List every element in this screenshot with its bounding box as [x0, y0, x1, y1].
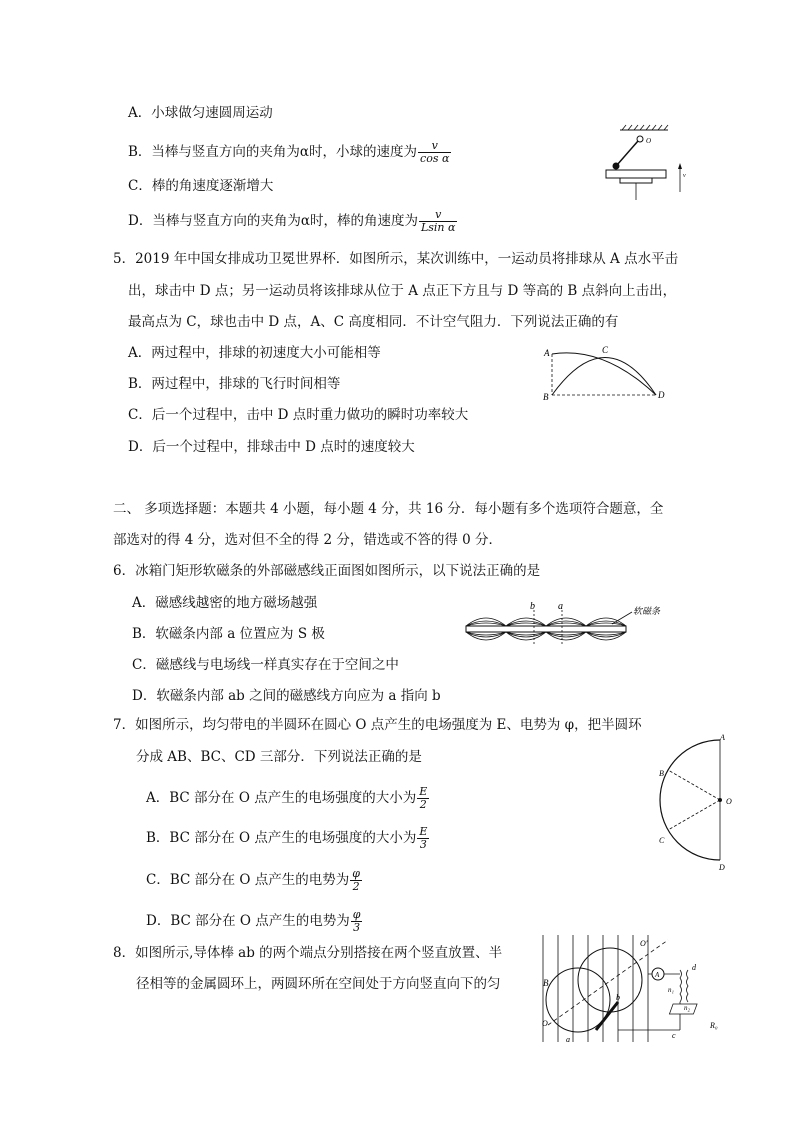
q7-option-d-text: D．BC 部分在 O 点产生的电势为 — [146, 913, 350, 929]
q5-option-b: B．两过程中，排球的飞行时间相等 — [128, 376, 341, 392]
section-2-heading-line-1: 二、 多项选择题：本题共 4 小题，每小题 4 分，共 16 分．每小题有多个选项符合题意，全 — [113, 501, 664, 517]
q8-circuit-figure — [528, 930, 738, 1045]
q6-option-c: C．磁感线与电场线一样真实存在于空间之中 — [132, 657, 399, 673]
q8-figure-c-label: c — [672, 1031, 676, 1040]
fraction-numerator: v — [418, 140, 451, 153]
fraction-denominator: 2 — [419, 798, 427, 811]
q7-option-b — [146, 826, 429, 851]
q4-option-b-text: B．当棒与竖直方向的夹角为α时，小球的速度为 — [128, 144, 418, 160]
q7-figure-label-a: A — [720, 733, 725, 742]
q5-figure-label-a: A — [544, 348, 550, 358]
fraction-numerator: φ — [352, 867, 360, 880]
section-2-heading-line-2: 部选对的得 4 分，选对但不全的得 2 分，错选或不答的得 0 分． — [113, 532, 503, 548]
q4-option-d — [128, 209, 457, 234]
fraction-denominator: Lsin α — [420, 221, 456, 234]
q8-figure-r0-label: R₀ — [710, 1021, 718, 1030]
q7-figure-label-o: O — [726, 797, 732, 806]
q4-option-c: C．棒的角速度逐渐增大 — [128, 178, 274, 194]
q6-figure-label-a: a — [558, 601, 563, 612]
q4-option-a: A．小球做匀速圆周运动 — [128, 105, 273, 121]
q7-stem-line-1: 7．如图所示，均匀带电的半圆环在圆心 O 点产生的电场强度为 E、电势为 φ，把半圆环 — [113, 717, 642, 733]
q8-ammeter-label: A — [655, 971, 660, 979]
q8-figure-b-field-label: B — [543, 978, 549, 988]
q7-option-a-fraction — [417, 786, 429, 811]
q7-option-c-text: C．BC 部分在 O 点产生的电势为 — [146, 872, 350, 888]
q7-option-c-fraction — [350, 868, 362, 893]
q4-figure-v-label: v — [683, 173, 686, 179]
q5-option-a: A．两过程中，排球的初速度大小可能相等 — [128, 345, 381, 361]
q8-figure-a-label: a — [566, 1035, 570, 1044]
fraction-numerator: v — [419, 209, 457, 222]
q8-figure-b-label: b — [616, 993, 620, 1002]
q6-option-b: B．软磁条内部 a 位置应为 S 极 — [132, 626, 325, 642]
q7-option-b-text: B．BC 部分在 O 点产生的电场强度的大小为 — [146, 830, 417, 846]
q8-figure-o-label: O — [542, 1019, 548, 1028]
q5-option-d: D．后一个过程中，排球击中 D 点时的速度较大 — [128, 439, 415, 455]
q5-option-c: C．后一个过程中，击中 D 点时重力做功的瞬时功率较大 — [128, 407, 469, 423]
fraction-denominator: 2 — [352, 880, 360, 893]
q6-option-a: A．磁感线越密的地方磁场越强 — [132, 595, 318, 611]
q8-figure-o-prime-label: O′ — [640, 939, 648, 948]
q8-stem-line-1: 8．如图所示,导体棒 ab 的两个端点分别搭接在两个竖直放置、半 — [113, 945, 503, 961]
q6-option-d: D．软磁条内部 ab 之间的磁感线方向应为 a 指向 b — [132, 688, 441, 704]
q8-figure-d-label: d — [692, 963, 696, 972]
q6-figure-label-b: b — [530, 601, 535, 612]
q7-semicircle-figure — [648, 730, 748, 870]
q4-figure — [600, 122, 690, 212]
q4-figure-o-label: O — [646, 137, 652, 145]
fraction-denominator: 3 — [353, 921, 361, 934]
fraction-denominator: 3 — [419, 838, 427, 851]
fraction-numerator: φ — [352, 908, 361, 921]
q5-figure-label-d: D — [658, 390, 665, 400]
fraction-denominator: cos α — [420, 152, 450, 165]
q5-trajectory-figure — [540, 340, 670, 402]
fraction-numerator: E — [419, 825, 428, 838]
q7-figure-label-c: C — [659, 836, 665, 845]
q5-figure-label-b: B — [543, 392, 549, 402]
q5-stem-line-1: 5．2019 年中国女排成功卫冕世界杯．如图所示，某次训练中，一运动员将排球从 A 点水平击 — [113, 251, 679, 267]
q7-figure-label-d: D — [719, 863, 725, 870]
q7-stem-line-2: 分成 AB、BC、CD 三部分．下列说法正确的是 — [136, 749, 422, 765]
q5-figure-label-c: C — [602, 345, 609, 355]
q4-option-b — [128, 140, 451, 165]
q6-stem: 6．冰箱门矩形软磁条的外部磁感线正面图如图所示，以下说法正确的是 — [113, 563, 541, 579]
q7-figure-label-b: B — [659, 769, 664, 778]
q5-stem-line-2: 出，球击中 D 点；另一运动员将该排球从位于 A 点正下方且与 D 等高的 B 点斜向上击出， — [128, 283, 677, 299]
q8-figure-n1-label: n₁ — [668, 986, 674, 994]
q5-stem-line-3: 最高点为 C，球也击中 D 点，A、C 高度相同．不计空气阻力．下列说法正确的有 — [128, 314, 619, 330]
q4-option-d-text: D．当棒与竖直方向的夹角为α时，棒的角速度为 — [128, 213, 418, 229]
q7-option-a — [146, 786, 429, 811]
q8-figure-n2-label: n₂ — [684, 1004, 690, 1012]
q7-option-d — [146, 909, 362, 934]
q7-option-a-text: A．BC 部分在 O 点产生的电场强度的大小为 — [146, 790, 417, 806]
q6-figure-strip-label: 软磁条 — [633, 606, 661, 616]
q4-option-b-fraction — [418, 140, 451, 165]
q6-magnet-strip-figure — [462, 600, 682, 650]
q7-option-c — [146, 868, 362, 893]
q7-option-d-fraction — [351, 909, 363, 934]
q8-stem-line-2: 径相等的金属圆环上，两圆环所在空间处于方向竖直向下的匀 — [136, 976, 501, 992]
q4-option-d-fraction — [419, 209, 457, 234]
q7-option-b-fraction — [417, 826, 429, 851]
fraction-numerator: E — [419, 785, 428, 798]
